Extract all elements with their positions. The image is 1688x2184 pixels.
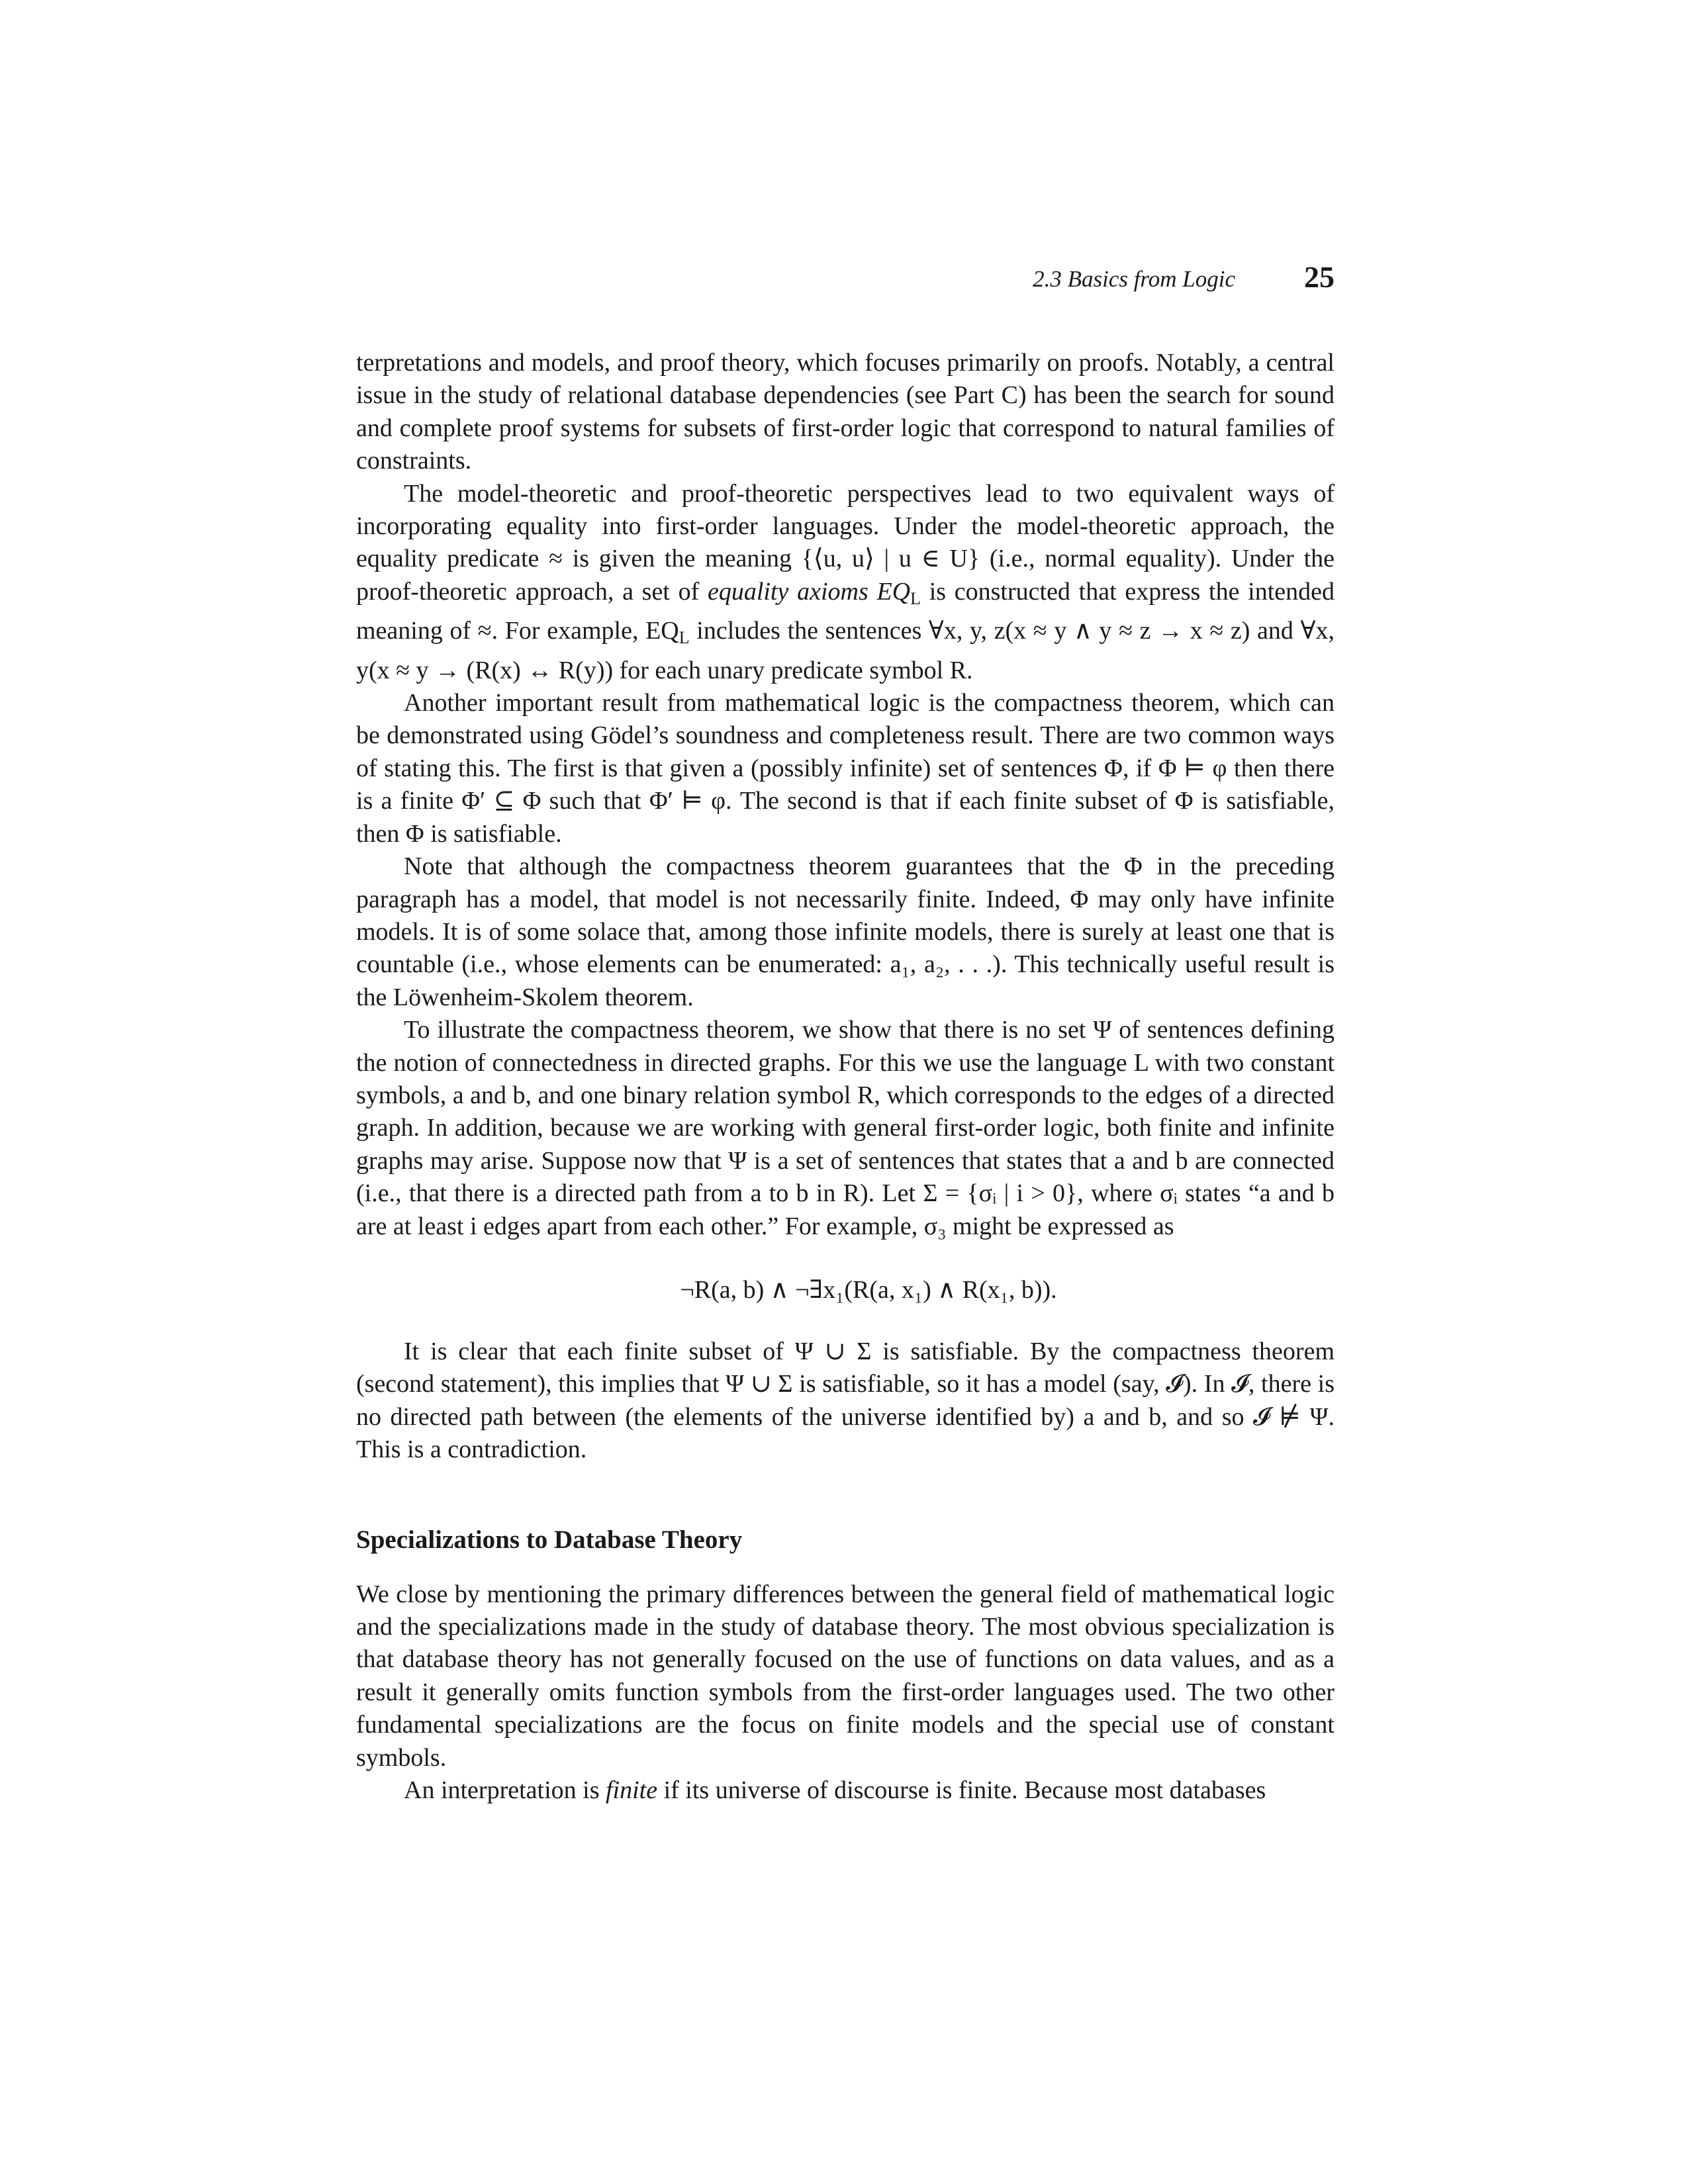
paragraph-8 — [356, 1774, 1335, 1807]
section-heading: Specializations to Database Theory — [356, 1525, 743, 1554]
page-number: 25 — [1304, 260, 1335, 294]
paragraph-3: Another important result from mathematical logic is the compactness theorem, which can be demonstrated using Gödel’s soundness and completeness result. There are two common ways of stating this. The first is that given a (possibly infinite) set of sentences Φ, if Φ ⊨ φ then there is a finite Φ′ ⊆ Φ such that Φ′ ⊨ φ. The second is that if each finite subset of Φ is satisfiable, then Φ is satisfiable. — [356, 689, 1335, 848]
subscript-l-2: L — [679, 628, 690, 648]
finite-term: finite — [605, 1776, 658, 1805]
paragraph-7: We close by mentioning the primary differences between the general field of mathematical logic and the specializations made in the study of database theory. The most obvious specialization is that database theory has not generally focused on the use of functions on data values, and as a result it generally omits function symbols from the first-order languages used. The two other fundamental specializations are the focus on finite models and the special use of constant symbols. — [356, 1580, 1335, 1772]
paragraph-2 — [356, 478, 1335, 687]
paragraph-2-part-a: The model-theoretic and proof-theoretic perspectives lead to two equivalent ways of incorporating equality into first-order languages. Under the model-theoretic approach, the equality predicate ≈ is given the meaning {⟨u, u⟩ | u ∈ U} (i.e., normal equality). Under the proof-theoretic approach, a set of — [356, 479, 1335, 606]
paragraph-8-part-b: if its universe of discourse is finite. Because most databases — [657, 1776, 1266, 1805]
display-formula: ¬R(a, b) ∧ ¬∃x₁(R(a, x₁) ∧ R(x₁, b)). — [680, 1275, 1057, 1304]
paragraph-5: To illustrate the compactness theorem, we show that there is no set Ψ of sentences defining the notion of connectedness in directed graphs. For this we use the language L with two constant symbols, a and b, and one binary relation symbol R, which corresponds to the edges of a directed graph. In addition, because we are working with general first-order logic, both finite and infinite graphs may arise. Suppose now that Ψ is a set of sentences that states that a and b are connected (i.e., that there is a directed path from a to b in R). Let Σ = {σᵢ | i > 0}, where σᵢ states “a and b are at least i edges apart from each other.” For example, σ₃ might be expressed as — [356, 1016, 1335, 1240]
book-page — [356, 260, 1335, 1807]
equality-axioms-term: equality axioms EQ — [707, 577, 911, 606]
paragraph-1: terpretations and models, and proof theory, which focuses primarily on proofs. Notably, a central issue in the study of relational database dependencies (see Part C) has been the search for sound and complete proof systems for subsets of first-order logic that correspond to natural families of constraints. — [356, 349, 1335, 475]
subscript-l-1: L — [910, 588, 921, 608]
paragraph-2-part-c: includes the sentences ∀x, y, z(x ≈ y ∧ y ≈ z → x ≈ z) and ∀x, y(x ≈ y → (R(x) ↔ R(y)) for each unary predicate symbol R. — [356, 617, 1335, 684]
paragraph-4: Note that although the compactness theorem guarantees that the Φ in the preceding paragraph has a model, that model is not necessarily finite. Indeed, Φ may only have infinite models. It is of some solace that, among those infinite models, there is surely at least one that is countable (i.e., whose elements can be enumerated: a₁, a₂, . . .). This technically useful result is the Löwenheim-Skolem theorem. — [356, 852, 1335, 1011]
paragraph-6: It is clear that each finite subset of Ψ ∪ Σ is satisfiable. By the compactness theorem (second statement), this implies that Ψ ∪ Σ is satisfiable, so it has a model (say, 𝓘). In 𝓘, there is no directed path between (the elements of the universe identified by) a and b, and so 𝓘 ⊭ Ψ. This is a contradiction. — [356, 1337, 1335, 1464]
paragraph-8-part-a: An interpretation is — [404, 1776, 606, 1805]
paragraph-2-part-b: is constructed that express the intended meaning of ≈. For example, EQ — [356, 577, 1335, 645]
running-section-title: 2.3 Basics from Logic — [1033, 266, 1235, 292]
running-header — [356, 260, 1335, 303]
